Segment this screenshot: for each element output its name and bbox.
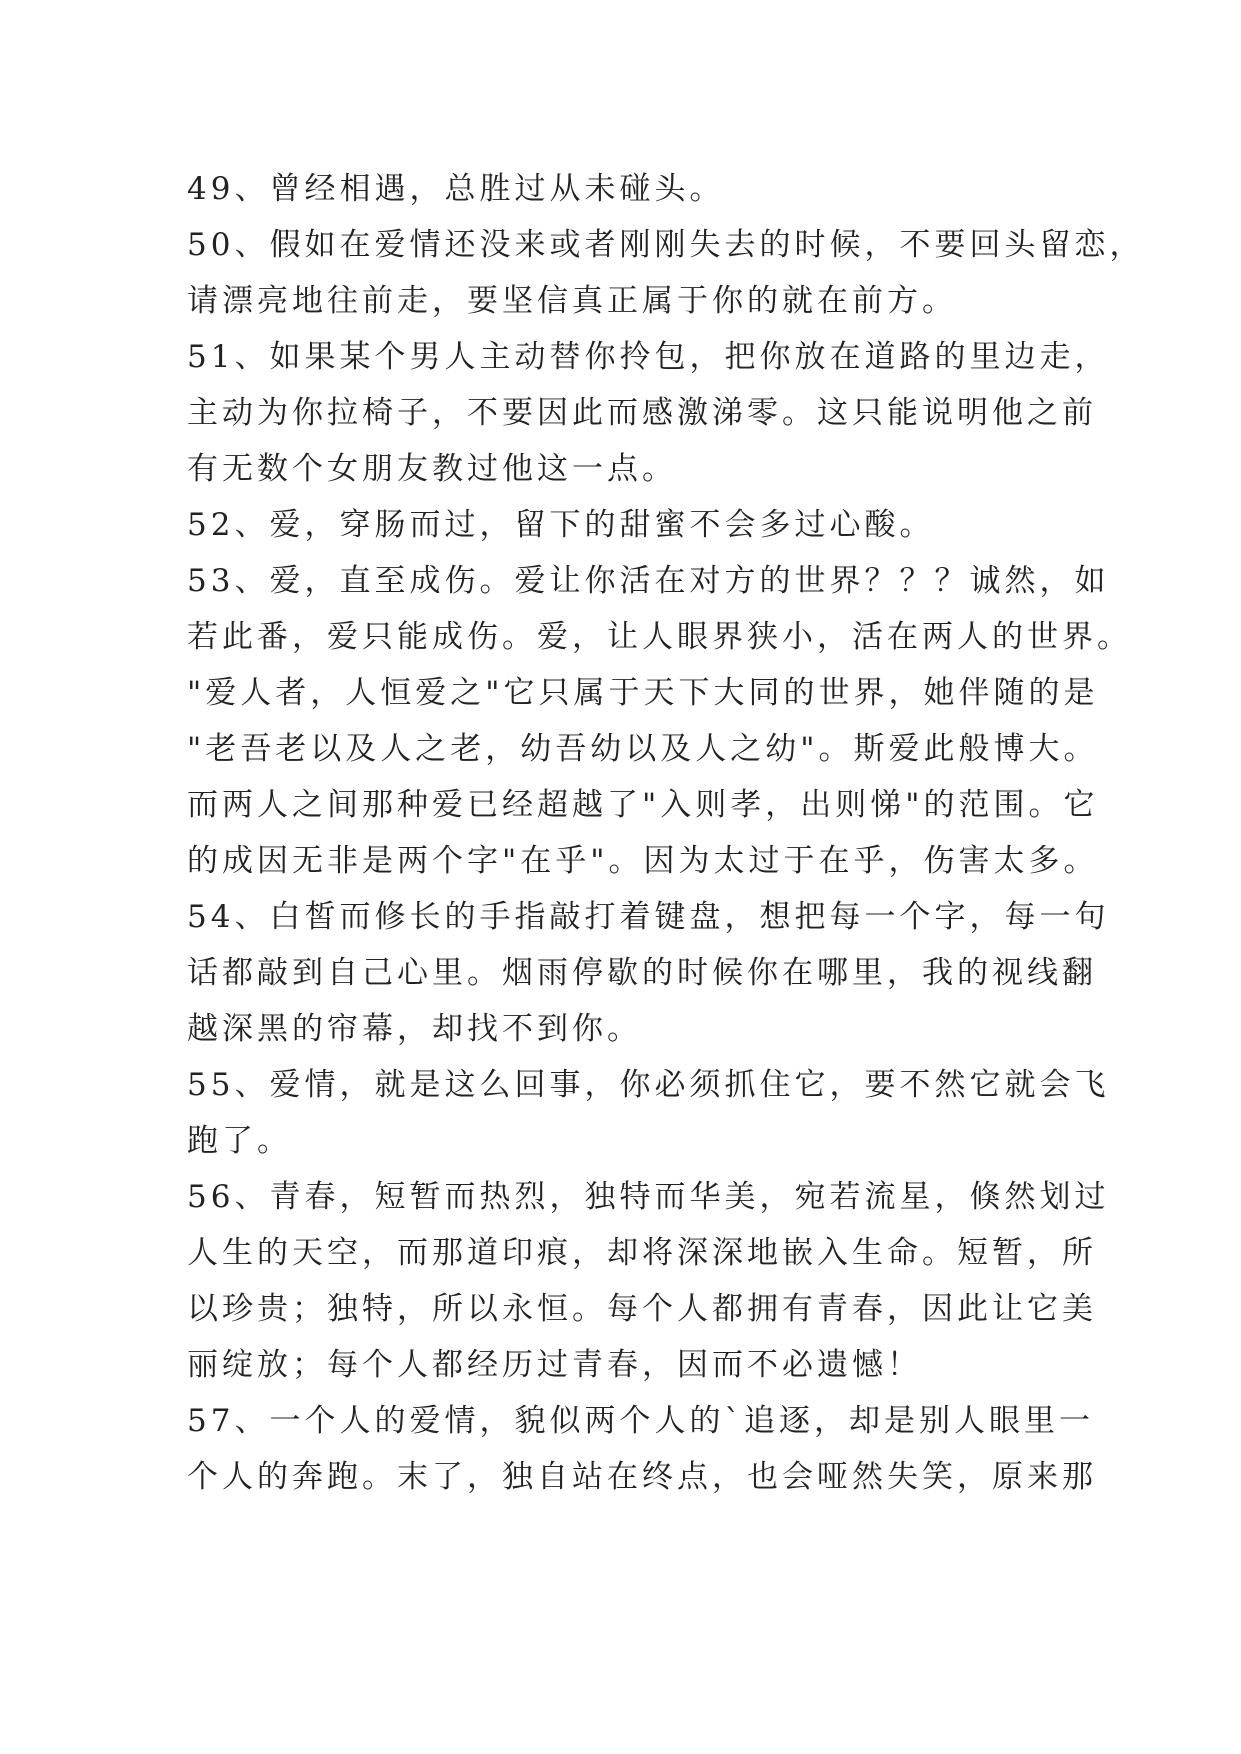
text-line: 51、如果某个男人主动替你拎包，把你放在道路的里边走， — [187, 339, 1110, 375]
text-line: 57、一个人的爱情，貌似两个人的`追逐，却是别人眼里一 — [187, 1403, 1094, 1439]
text-line: 话都敲到自己心里。烟雨停歇的时候你在哪里，我的视线翻 — [187, 955, 1097, 991]
text-line: 请漂亮地往前走，要坚信真正属于你的就在前方。 — [187, 283, 957, 319]
text-line: "爱人者，人恒爱之"它只属于天下大同的世界，她伴随的是 — [187, 675, 1099, 711]
text-line: 个人的奔跑。末了，独自站在终点，也会哑然失笑，原来那 — [187, 1459, 1097, 1495]
text-line: 而两人之间那种爱已经超越了"入则孝，出则悌"的范围。它 — [187, 787, 1099, 823]
text-line: 有无数个女朋友教过他这一点。 — [187, 451, 677, 487]
text-line: 若此番，爱只能成伤。爱，让人眼界狭小，活在两人的世界。 — [187, 619, 1132, 655]
text-line: 54、白皙而修长的手指敲打着键盘，想把每一个字，每一句 — [187, 899, 1110, 935]
document-body — [187, 161, 1145, 1505]
text-line: 以珍贵；独特，所以永恒。每个人都拥有青春，因此让它美 — [187, 1291, 1097, 1327]
text-line: 人生的天空，而那道印痕，却将深深地嵌入生命。短暂，所 — [187, 1235, 1097, 1271]
text-line: 主动为你拉椅子，不要因此而感激涕零。这只能说明他之前 — [187, 395, 1097, 431]
text-line: 53、爱，直至成伤。爱让你活在对方的世界？？？诚然，如 — [187, 563, 1110, 599]
text-line: 的成因无非是两个字"在乎"。因为太过于在乎，伤害太多。 — [187, 843, 1099, 879]
text-line: 丽绽放；每个人都经历过青春，因而不必遗憾！ — [187, 1347, 922, 1383]
text-line: 55、爱情，就是这么回事，你必须抓住它，要不然它就会飞 — [187, 1067, 1110, 1103]
text-line: "老吾老以及人之老，幼吾幼以及人之幼"。斯爱此般博大。 — [187, 731, 1099, 767]
text-line: 49、曾经相遇，总胜过从未碰头。 — [187, 171, 725, 207]
text-line: 52、爱，穿肠而过，留下的甜蜜不会多过心酸。 — [187, 507, 935, 543]
text-line: 56、青春，短暂而热烈，独特而华美，宛若流星，倏然划过 — [187, 1179, 1110, 1215]
text-line: 50、假如在爱情还没来或者刚刚失去的时候，不要回头留恋， — [187, 227, 1145, 263]
text-line: 跑了。 — [187, 1123, 292, 1159]
text-line: 越深黑的帘幕，却找不到你。 — [187, 1011, 642, 1047]
